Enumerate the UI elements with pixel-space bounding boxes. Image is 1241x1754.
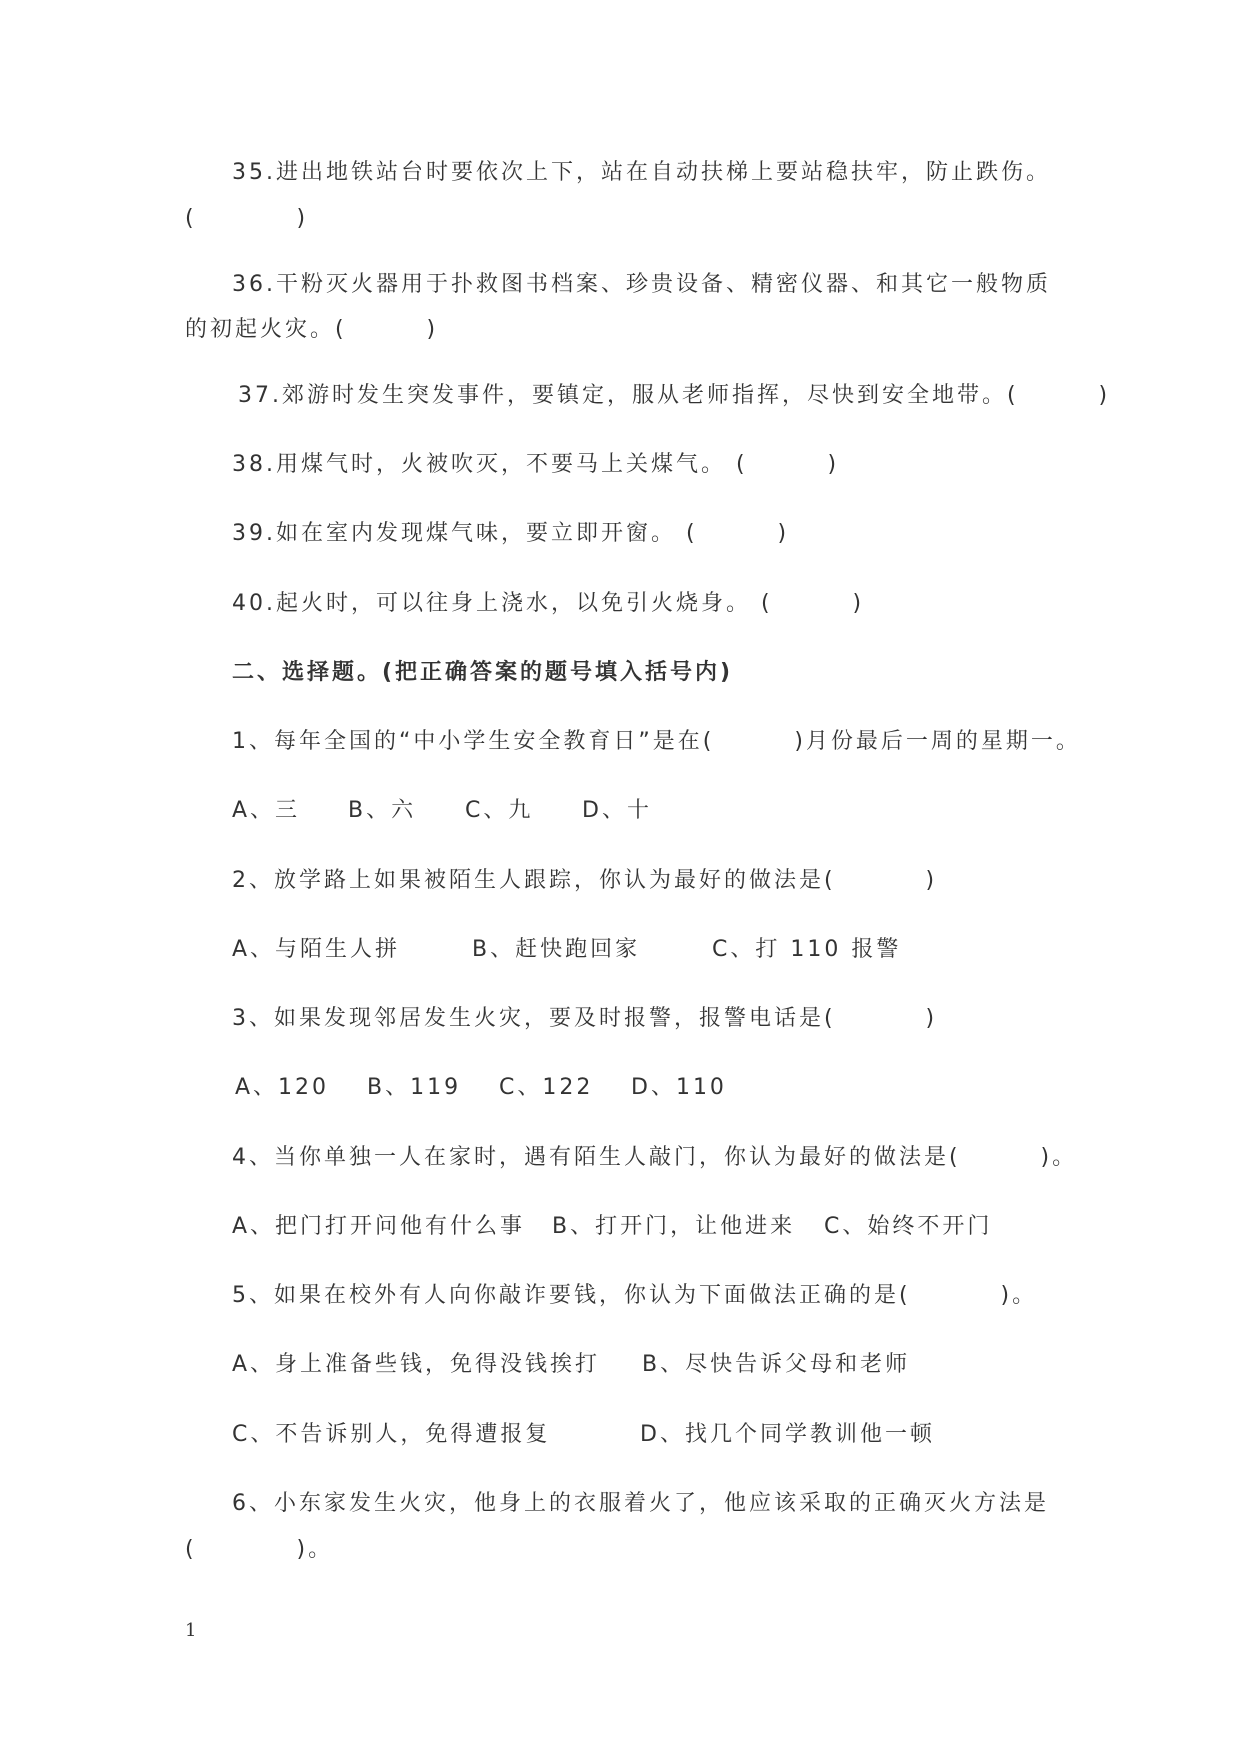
option-a: A、与陌生人拼 — [232, 937, 401, 962]
tf-40: 40.起火时，可以往身上浇水，以免引火烧身。 ( ) — [232, 591, 865, 616]
option-b: B、六 — [348, 798, 417, 823]
tf-36-line2: 的初起火灾。( ) — [185, 317, 439, 342]
mc-3-question: 3、如果发现邻居发生火灾，要及时报警，报警电话是( ) — [232, 1006, 938, 1031]
option-c: C、打 110 报警 — [712, 937, 902, 962]
tf-38: 38.用煤气时，火被吹灭，不要马上关煤气。 ( ) — [232, 452, 840, 477]
tf-35-line2: ( ) — [185, 206, 309, 231]
option-b: B、打开门，让他进来 — [552, 1214, 796, 1239]
mc-5-question: 5、如果在校外有人向你敲诈要钱，你认为下面做法正确的是( )。 — [232, 1283, 1038, 1308]
option-b: B、赶快跑回家 — [472, 937, 641, 962]
mc-6-question: 6、小东家发生火灾，他身上的衣服着火了，他应该采取的正确灭火方法是 — [232, 1491, 1049, 1516]
tf-39: 39.如在室内发现煤气味，要立即开窗。 ( ) — [232, 521, 790, 546]
option-b: B、119 — [367, 1075, 462, 1100]
option-a: A、120 — [235, 1075, 330, 1100]
tf-35-line1: 35.进出地铁站台时要依次上下，站在自动扶梯上要站稳扶牢，防止跌伤。 — [232, 160, 1051, 185]
mc-2-question: 2、放学路上如果被陌生人跟踪，你认为最好的做法是( ) — [232, 868, 938, 893]
page-number: 1 — [185, 1620, 197, 1641]
option-c: C、九 — [465, 798, 534, 823]
option-c: C、122 — [499, 1075, 594, 1100]
mc-6-question-line2: ( )。 — [185, 1537, 334, 1562]
option-d: D、110 — [631, 1075, 727, 1100]
option-a: A、身上准备些钱，免得没钱挨打 — [232, 1352, 601, 1377]
option-a: A、把门打开问他有什么事 — [232, 1214, 526, 1239]
tf-37: 37.郊游时发生突发事件，要镇定，服从老师指挥，尽快到安全地带。( ) — [238, 383, 1111, 408]
option-b: B、尽快告诉父母和老师 — [642, 1352, 911, 1377]
option-d: D、十 — [582, 798, 652, 823]
option-a: A、三 — [232, 798, 301, 823]
option-d: D、找几个同学教训他一顿 — [640, 1422, 935, 1447]
option-c: C、不告诉别人，免得遭报复 — [232, 1422, 551, 1447]
tf-36-line1: 36.干粉灭火器用于扑救图书档案、珍贵设备、精密仪器、和其它一般物质 — [232, 272, 1051, 297]
mc-1-question: 1、每年全国的“中小学生安全教育日”是在( )月份最后一周的星期一。 — [232, 729, 1081, 754]
mc-4-question: 4、当你单独一人在家时，遇有陌生人敲门，你认为最好的做法是( )。 — [232, 1145, 1078, 1170]
section-title: 二、选择题。(把正确答案的题号填入括号内) — [232, 660, 734, 685]
option-c: C、始终不开门 — [824, 1214, 993, 1239]
